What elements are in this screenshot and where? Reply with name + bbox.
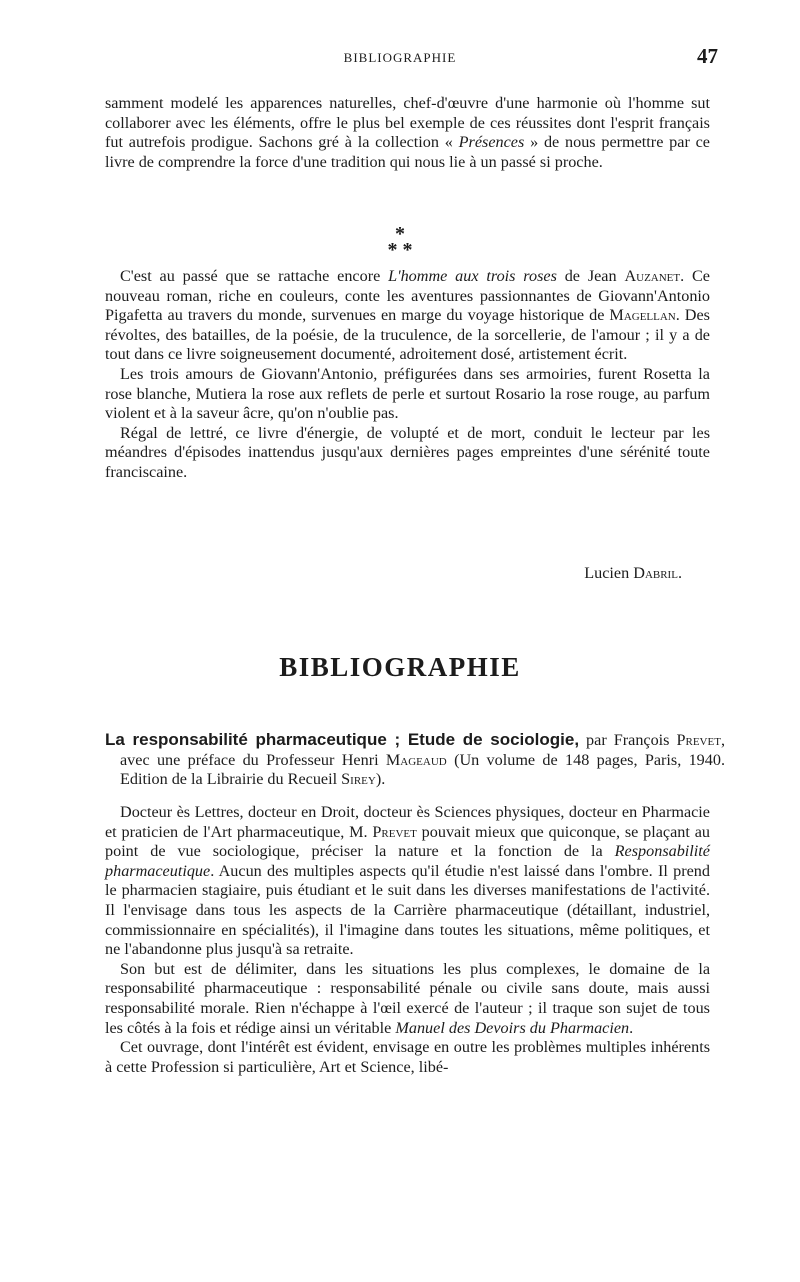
text-run: ). [375, 770, 386, 789]
book-title: L'homme aux trois roses [388, 267, 557, 285]
signature-first-name: Lucien [584, 564, 630, 582]
review-auzanet [105, 267, 710, 483]
text-run: par François [579, 731, 677, 749]
paragraph: Régal de lettré, ce livre d'énergie, de volupté et de mort, conduit le lecteur par les méandres d'épisodes inattendus jusqu'aux dernières pages empreintes d'une sérénité toute franciscaine. [105, 423, 710, 481]
paragraph: Les trois amours de Giovann'Antonio, préfigurées dans ses armoiries, furent Rosetta la rose blanche, Mutiera la rose aux reflets de perle et surtout Rosario la rose rouge, au parfum violent et à la saveur âcre, qu'on n'oublie pas. [105, 364, 710, 423]
text-run: pouvait mieux que quiconque, se plaçant au point de vue sociologique, préciser la nature et la fonction de la [105, 822, 710, 861]
text-run: de Jean [556, 267, 625, 285]
paragraph [105, 267, 710, 365]
concept-term: Responsabilité pharmaceutique [105, 842, 710, 880]
paragraph: Cet ouvrage, dont l'intérêt est évident, envisage en outre les problèmes multiples inhérents à cette Profession si particulière, Art et Science, libé- [105, 1038, 710, 1076]
preface-author: Mageaud [385, 750, 447, 769]
manual-title: Manuel des Devoirs du Pharmacien [395, 1018, 630, 1037]
text-run: . Ce nouveau roman, riche en couleurs, conte les aventures passionnantes de Giovann'Antonio Pigafetta au travers du monde, survenues en marge du voyage historique de [105, 267, 710, 325]
text-run: . Aucun des multiples aspects qu'il étudie n'est laissé dans l'ombre. Il prend le pharmacien stagiaire, puis étudiant et le suit dans les diverses manifestations de l'activité. Il l'envisage dans tous les aspects de la Carrière pharmaceutique (détaillant, industriel, commissionnaire en spécialités), il l'imagine dans toutes les situations, même politiques, et ne l'abandonne plus jusqu'à sa retraite. [105, 861, 710, 959]
paragraph [105, 960, 710, 1038]
text-run: » de nous permettre par ce livre de comprendre la force d'une tradition qui nous lie à un passé si proche. [105, 133, 710, 171]
text-run: , avec une préface du Professeur Henri [120, 731, 725, 769]
text-run: C'est au passé que se rattache encore [120, 267, 389, 285]
paragraph [105, 803, 710, 960]
review-prevet [105, 803, 710, 1077]
author-name: Prevet [372, 822, 417, 841]
text-run: Son but est de délimiter, dans les situations les plus complexes, le domaine de la responsabilité pharmaceutique : responsabilité pénale ou civile sans doute, mais aussi responsabilité morale. Rien n'échappe à l'œil exercé de l'auteur ; il traque son sujet de tous les côtés à la fois et rédige ainsi un véritable [105, 959, 710, 1037]
author-name: Auzanet [624, 267, 681, 285]
page-number: 47 [697, 44, 718, 68]
review-continuation [105, 94, 710, 172]
star-bottom: * * [387, 239, 413, 261]
bibliography-entry [105, 730, 725, 790]
text-run: (Un volume de 148 pages, Paris, 1940. Edition de la Librairie du Recueil [120, 750, 725, 789]
text-run: samment modelé les apparences naturelles, chef-d'œuvre d'une harmonie où l'homme sut collaborer avec les éléments, offre le plus bel exemple de ces réussites dont l'esprit français fut autrefois prodigue. Sachons gré à la collection « [105, 94, 710, 152]
star-top: * [395, 223, 405, 245]
collection-name: Présences [458, 133, 525, 152]
running-head [0, 44, 800, 74]
publisher-name: Sirey [341, 770, 376, 789]
text-run: Docteur ès Lettres, docteur en Droit, docteur ès Sciences physiques, docteur en Pharmacie et praticien de l'Art pharmaceutique, M. [105, 803, 710, 841]
entry-title: La responsabilité pharmaceutique ; Etude de sociologie, [105, 730, 580, 749]
section-title: BIBLIOGRAPHIE [279, 652, 521, 682]
signature-last-name: Dabril. [633, 564, 682, 582]
section-separator [0, 223, 800, 261]
text-run: . [629, 1018, 634, 1037]
signature [584, 564, 682, 583]
paragraph [105, 94, 710, 172]
person-name: Magellan [609, 306, 676, 325]
author-name: Prevet [676, 731, 721, 749]
text-run: . Des révoltes, des batailles, de la poésie, de la truculence, de la sorcellerie, de l'amour ; il y a de tout dans ce livre soigneusement documenté, adroitement dosé, artistement écrit. [105, 306, 710, 364]
running-title: BIBLIOGRAPHIE [343, 50, 457, 65]
